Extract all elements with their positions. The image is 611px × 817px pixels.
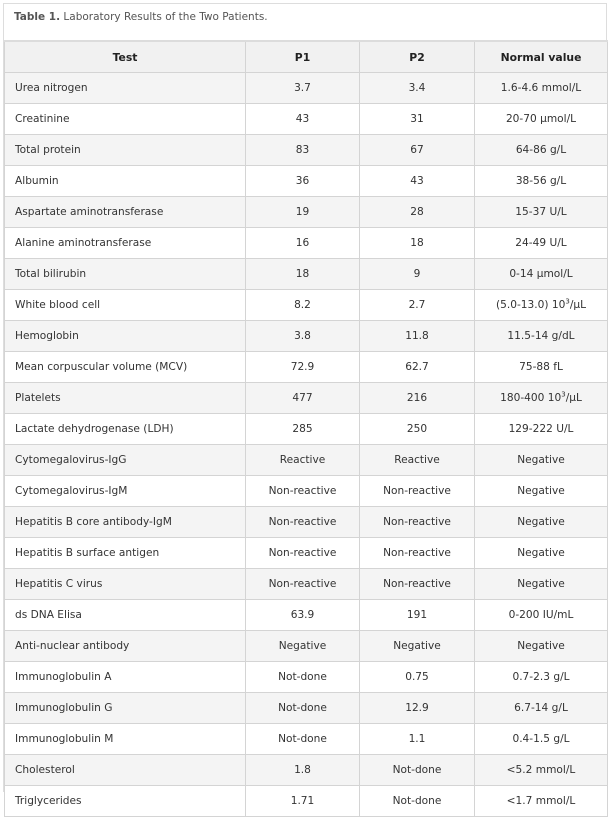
p2-cell: 67 [360, 135, 475, 166]
table-row [5, 383, 608, 414]
normal-value-cell: 0-14 μmol/L [475, 259, 608, 290]
test-cell: Immunoglobulin A [5, 662, 246, 693]
p2-cell: 31 [360, 104, 475, 135]
normal-value-cell: 1.6-4.6 mmol/L [475, 73, 608, 104]
normal-value-cell: Negative [475, 538, 608, 569]
table-row [5, 538, 608, 569]
normal-value-cell: 0.7-2.3 g/L [475, 662, 608, 693]
p2-cell: 11.8 [360, 321, 475, 352]
normal-value-cell: 0.4-1.5 g/L [475, 724, 608, 755]
normal-value-cell: 20-70 μmol/L [475, 104, 608, 135]
lab-results-table [4, 40, 608, 817]
table-row [5, 662, 608, 693]
p1-cell: 1.71 [246, 786, 360, 817]
table-row [5, 755, 608, 786]
normal-value-post: /μL [569, 299, 587, 311]
normal-value-cell: 24-49 U/L [475, 228, 608, 259]
table-row [5, 135, 608, 166]
p1-cell: Non-reactive [246, 507, 360, 538]
normal-value-cell: 0-200 IU/mL [475, 600, 608, 631]
p1-cell: 72.9 [246, 352, 360, 383]
test-cell: Hemoglobin [5, 321, 246, 352]
p2-cell: 191 [360, 600, 475, 631]
normal-value-cell: Negative [475, 569, 608, 600]
table-row [5, 569, 608, 600]
table-row [5, 104, 608, 135]
normal-value-cell: Negative [475, 476, 608, 507]
p2-cell: Non-reactive [360, 569, 475, 600]
table-row [5, 724, 608, 755]
table-caption [4, 4, 606, 40]
table-row [5, 73, 608, 104]
normal-value-cell: 15-37 U/L [475, 197, 608, 228]
table-row [5, 197, 608, 228]
test-cell: Urea nitrogen [5, 73, 246, 104]
table-row [5, 290, 608, 321]
test-cell: Total bilirubin [5, 259, 246, 290]
test-cell: Hepatitis C virus [5, 569, 246, 600]
p1-cell: Not-done [246, 724, 360, 755]
test-cell: Cytomegalovirus-IgM [5, 476, 246, 507]
p2-cell: 3.4 [360, 73, 475, 104]
p1-cell: 285 [246, 414, 360, 445]
p2-cell: 2.7 [360, 290, 475, 321]
p1-cell: 8.2 [246, 290, 360, 321]
p1-cell: Non-reactive [246, 538, 360, 569]
p2-cell: Reactive [360, 445, 475, 476]
test-cell: Platelets [5, 383, 246, 414]
p2-cell: Non-reactive [360, 507, 475, 538]
p1-cell: 19 [246, 197, 360, 228]
table-row [5, 600, 608, 631]
p1-cell: Reactive [246, 445, 360, 476]
test-cell: Triglycerides [5, 786, 246, 817]
test-cell: Immunoglobulin G [5, 693, 246, 724]
p1-cell: Non-reactive [246, 476, 360, 507]
caption-label: Table 1. [14, 11, 61, 23]
normal-value-sup: 3 [561, 390, 566, 399]
normal-value-post: /μL [565, 392, 582, 404]
p1-cell: 477 [246, 383, 360, 414]
test-cell: Anti-nuclear antibody [5, 631, 246, 662]
normal-value-cell: Negative [475, 507, 608, 538]
test-cell: Creatinine [5, 104, 246, 135]
test-cell: Immunoglobulin M [5, 724, 246, 755]
table-row [5, 476, 608, 507]
test-cell: ds DNA Elisa [5, 600, 246, 631]
p2-cell: 12.9 [360, 693, 475, 724]
normal-value-pre: 180-400 10 [500, 392, 562, 404]
normal-value-cell: Negative [475, 631, 608, 662]
normal-value-cell: 129-222 U/L [475, 414, 608, 445]
p2-cell: 1.1 [360, 724, 475, 755]
header-p2: P2 [360, 41, 475, 73]
test-cell: Hepatitis B surface antigen [5, 538, 246, 569]
table-body [5, 73, 608, 817]
p1-cell: 3.7 [246, 73, 360, 104]
p2-cell: 28 [360, 197, 475, 228]
test-cell: Albumin [5, 166, 246, 197]
normal-value-pre: (5.0-13.0) 10 [495, 299, 566, 311]
table-row [5, 631, 608, 662]
normal-value-cell: 6.7-14 g/L [475, 693, 608, 724]
test-cell: Alanine aminotransferase [5, 228, 246, 259]
header-normal-value: Normal value [475, 41, 608, 73]
normal-value-cell: 11.5-14 g/dL [475, 321, 608, 352]
table-header [5, 41, 608, 73]
p2-cell: 18 [360, 228, 475, 259]
normal-value-cell [475, 290, 608, 321]
table-row [5, 414, 608, 445]
p1-cell: 16 [246, 228, 360, 259]
test-cell: Cytomegalovirus-IgG [5, 445, 246, 476]
normal-value-cell: 75-88 fL [475, 352, 608, 383]
p2-cell: Not-done [360, 786, 475, 817]
p1-cell: 1.8 [246, 755, 360, 786]
p1-cell: 18 [246, 259, 360, 290]
p1-cell: 63.9 [246, 600, 360, 631]
p2-cell: 0.75 [360, 662, 475, 693]
normal-value-cell: Negative [475, 445, 608, 476]
header-row [5, 41, 608, 73]
p1-cell: 36 [246, 166, 360, 197]
caption-text: Laboratory Results of the Two Patients. [60, 11, 268, 23]
table-row [5, 445, 608, 476]
test-cell: Aspartate aminotransferase [5, 197, 246, 228]
normal-value-cell: 64-86 g/L [475, 135, 608, 166]
normal-value-sup: 3 [565, 297, 570, 306]
header-p1: P1 [246, 41, 360, 73]
p2-cell: Negative [360, 631, 475, 662]
p1-cell: 3.8 [246, 321, 360, 352]
p2-cell: 216 [360, 383, 475, 414]
table-row [5, 507, 608, 538]
normal-value-cell [475, 383, 608, 414]
test-cell: Total protein [5, 135, 246, 166]
p2-cell: Not-done [360, 755, 475, 786]
table-row [5, 321, 608, 352]
table-row [5, 259, 608, 290]
p2-cell: 250 [360, 414, 475, 445]
normal-value-cell: <5.2 mmol/L [475, 755, 608, 786]
table-row [5, 166, 608, 197]
p1-cell: Not-done [246, 662, 360, 693]
p1-cell: Negative [246, 631, 360, 662]
p1-cell: Non-reactive [246, 569, 360, 600]
test-cell: Cholesterol [5, 755, 246, 786]
header-test: Test [5, 41, 246, 73]
test-cell: Lactate dehydrogenase (LDH) [5, 414, 246, 445]
table-row [5, 693, 608, 724]
test-cell: Mean corpuscular volume (MCV) [5, 352, 246, 383]
p1-cell: 83 [246, 135, 360, 166]
p2-cell: Non-reactive [360, 538, 475, 569]
p1-cell: Not-done [246, 693, 360, 724]
p1-cell: 43 [246, 104, 360, 135]
test-cell: Hepatitis B core antibody-IgM [5, 507, 246, 538]
p2-cell: 9 [360, 259, 475, 290]
p2-cell: 43 [360, 166, 475, 197]
test-cell: White blood cell [5, 290, 246, 321]
p2-cell: 62.7 [360, 352, 475, 383]
table-row [5, 786, 608, 817]
table-container [3, 3, 607, 807]
p2-cell: Non-reactive [360, 476, 475, 507]
table-row [5, 228, 608, 259]
table-row [5, 352, 608, 383]
normal-value-cell: 38-56 g/L [475, 166, 608, 197]
normal-value-cell: <1.7 mmol/L [475, 786, 608, 817]
